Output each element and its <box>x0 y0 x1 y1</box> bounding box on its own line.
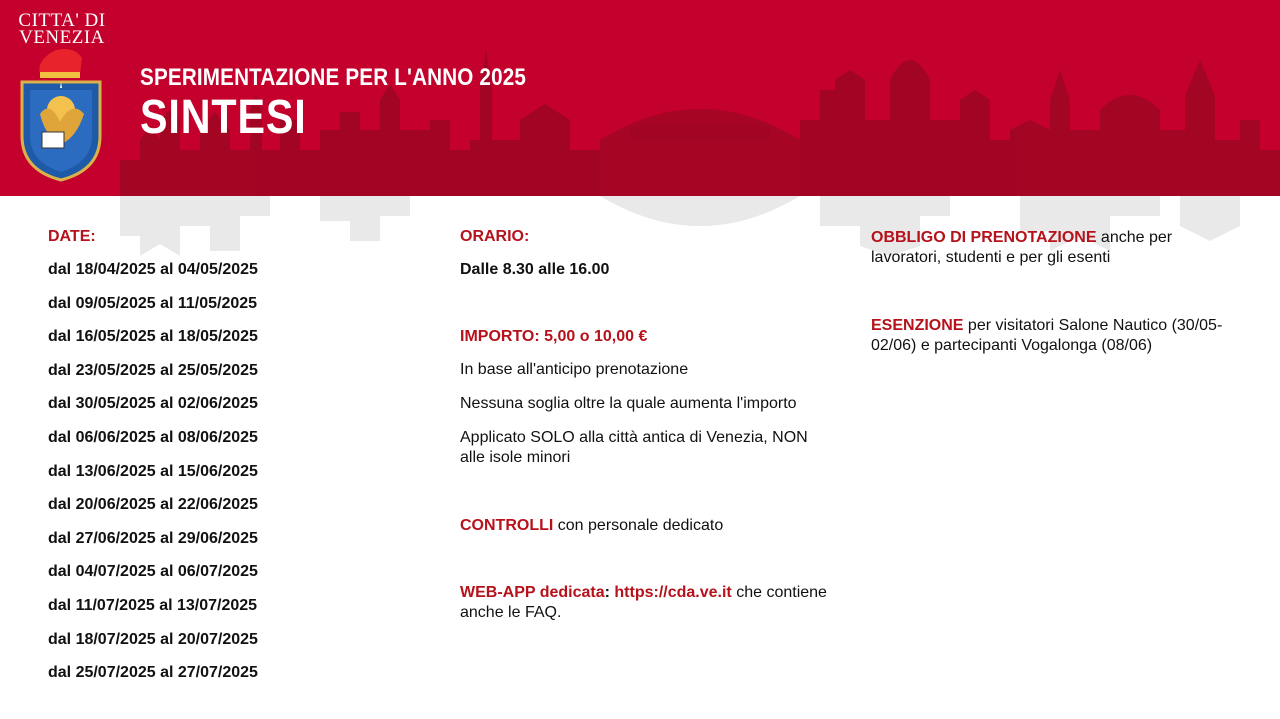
amount-label: IMPORTO: 5,00 o 10,00 € <box>460 328 648 345</box>
controls-label: CONTROLLI <box>460 517 554 534</box>
exemption-info <box>871 316 1231 356</box>
details-column <box>460 226 830 623</box>
amount-note: In base all'anticipo prenotazione <box>460 361 689 378</box>
date-range-item: dal 16/05/2025 al 18/05/2025 <box>48 328 258 346</box>
booking-label: OBBLIGO DI PRENOTAZIONE <box>871 229 1097 246</box>
dates-column <box>48 226 408 697</box>
amount-note: Nessuna soglia oltre la quale aumenta l'importo <box>460 395 797 412</box>
dates-list <box>48 260 408 697</box>
page-title: SINTESI <box>140 91 307 144</box>
date-range-item: dal 11/07/2025 al 13/07/2025 <box>48 596 258 614</box>
dates-label: DATE: <box>48 228 96 245</box>
date-range-item: dal 27/06/2025 al 29/06/2025 <box>48 529 258 547</box>
webapp-info <box>460 583 830 623</box>
page-subtitle: SPERIMENTAZIONE PER L'ANNO 2025 <box>140 64 527 91</box>
webapp-link[interactable]: https://cda.ve.it <box>614 584 732 601</box>
header-banner <box>0 0 1280 196</box>
exemption-text: per visitatori Salone Nautico (30/05-02/06) e partecipanti Vogalonga (08/06) <box>871 317 1223 354</box>
date-range-item: dal 18/07/2025 al 20/07/2025 <box>48 630 258 648</box>
controls-info <box>460 516 830 536</box>
date-range-item: dal 18/04/2025 al 04/05/2025 <box>48 261 258 278</box>
city-logo-line2: VENEZIA <box>19 27 105 48</box>
date-range-item: dal 04/07/2025 al 06/07/2025 <box>48 563 258 581</box>
city-logo-line1: CITTA' DI <box>18 10 106 31</box>
date-range-item: dal 23/05/2025 al 25/05/2025 <box>48 361 258 379</box>
schedule-label: ORARIO: <box>460 228 530 245</box>
city-logo-text <box>16 12 108 46</box>
date-range-item: dal 06/06/2025 al 08/06/2025 <box>48 428 258 446</box>
webapp-colon: : <box>604 584 615 601</box>
webapp-label: WEB-APP dedicata <box>460 584 605 601</box>
date-range-item: dal 09/05/2025 al 11/05/2025 <box>48 294 258 312</box>
date-range-item: dal 20/06/2025 al 22/06/2025 <box>48 496 258 514</box>
schedule-value: Dalle 8.30 alle 16.00 <box>460 261 610 278</box>
lion-of-st-mark-crest-icon <box>16 48 106 184</box>
webapp-text: che contiene anche le FAQ. <box>460 584 827 621</box>
amount-note: Applicato SOLO alla città antica di Venezia, NON alle isole minori <box>460 429 808 466</box>
exemption-label: ESENZIONE <box>871 317 964 334</box>
date-range-item: dal 30/05/2025 al 02/06/2025 <box>48 395 258 413</box>
requirements-column <box>871 226 1231 356</box>
booking-info <box>871 228 1231 268</box>
controls-text: con personale dedicato <box>553 517 724 534</box>
date-range-item: dal 13/06/2025 al 15/06/2025 <box>48 462 258 480</box>
date-range-item: dal 25/07/2025 al 27/07/2025 <box>48 664 258 682</box>
booking-text: anche per lavoratori, studenti e per gli esenti <box>871 229 1173 266</box>
